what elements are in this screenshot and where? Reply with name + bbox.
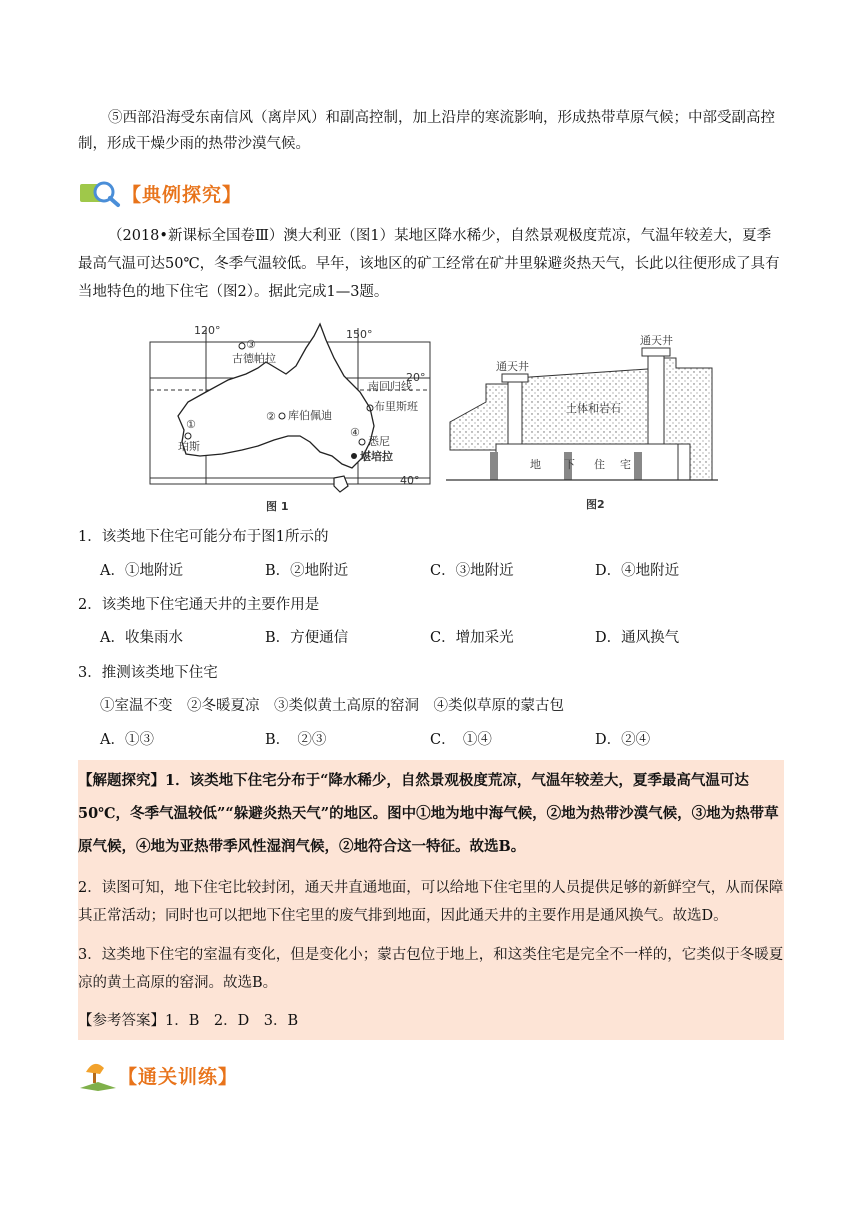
section-title: 【通关训练】	[118, 1065, 239, 1088]
svg-text:②: ②	[266, 410, 276, 423]
svg-text:120°: 120°	[194, 324, 221, 337]
section-heading-example	[78, 178, 242, 208]
svg-text:库伯佩迪: 库伯佩迪	[288, 409, 332, 422]
question-3-stem: 3．推测该类地下住宅	[78, 665, 218, 681]
option-c: C．③地附近	[430, 563, 514, 579]
figure-1-map	[148, 318, 440, 514]
svg-text:土体和岩石: 土体和岩石	[566, 402, 621, 415]
svg-text:图2: 图2	[586, 498, 605, 511]
svg-text:堪培拉: 堪培拉	[360, 450, 393, 463]
magnifier-icon	[78, 178, 122, 208]
question-2-stem: 2．该类地下住宅通天井的主要作用是	[78, 597, 320, 613]
analysis-part-3: 3．这类地下住宅的室温有变化，但是变化小；蒙古包位于地上，和这类住宅是完全不一样的，它类似于冬暖夏凉的黄土高原的窑洞。故选B。	[78, 947, 784, 991]
svg-text:通天井: 通天井	[640, 334, 673, 347]
section-heading-practice	[78, 1058, 238, 1092]
reference-answers: 【参考答案】1．B 2．D 3．B	[78, 1013, 299, 1029]
option-d: D．通风换气	[595, 630, 680, 646]
option-d: D．②④	[595, 732, 651, 748]
question-1-stem: 1．该类地下住宅可能分布于图1所示的	[78, 529, 329, 545]
analysis-part-2: 2．读图可知，地下住宅比较封闭，通天井直通地面，可以给地下住宅里的人员提供足够的新鲜空气，从而保障其正常活动；同时也可以把地下住宅里的废气排到地面，因此通天井的主要作用是通风换气。故选D。	[78, 880, 784, 924]
svg-text:悉尼: 悉尼	[368, 435, 390, 448]
option-a: A．①地附近	[100, 563, 183, 579]
question-3-statements: ①室温不变 ②冬暖夏凉 ③类似黄土高原的窑洞 ④类似草原的蒙古包	[100, 698, 564, 714]
svg-text:地: 地	[530, 458, 541, 471]
svg-text:宅: 宅	[620, 458, 631, 471]
svg-text:住: 住	[594, 458, 605, 471]
svg-text:通天井: 通天井	[496, 360, 529, 373]
svg-text:40°: 40°	[400, 474, 420, 487]
australia-outline	[178, 324, 374, 468]
option-d: D．④地附近	[595, 563, 680, 579]
figure-2-diagram	[446, 328, 722, 514]
option-b: B． ②③	[265, 732, 327, 748]
svg-text:珀斯: 珀斯	[178, 440, 200, 453]
option-c: C．增加采光	[430, 630, 514, 646]
question-3-options	[100, 727, 760, 753]
analysis-part-1: 【解题探究】1．该类地下住宅分布于“降水稀少，自然景观极度荒凉，气温年较差大，夏季最高气温可达50℃，冬季气温较低”“躲避炎热天气”的地区。图中①地为地中海气候，②地为热带沙漠气候，③地为热带草原气候，④地为亚热带季风性湿润气候，②地符合这一特征。故选B。	[78, 772, 779, 855]
svg-text:20°: 20°	[406, 371, 426, 384]
option-a: A．收集雨水	[100, 630, 183, 646]
lamp-book-icon	[78, 1058, 118, 1092]
svg-text:150°: 150°	[346, 328, 373, 341]
svg-text:图 1: 图 1	[266, 500, 289, 513]
svg-text:③: ③	[246, 338, 256, 351]
svg-text:下: 下	[564, 458, 575, 471]
section-title: 【典例探究】	[122, 183, 243, 206]
option-c: C． ①④	[430, 732, 492, 748]
question-intro: （2018•新课标全国卷Ⅲ）澳大利亚（图1）某地区降水稀少，自然景观极度荒凉，气温年较差大，夏季最高气温可达50℃，冬季气温较低。早年，该地区的矿工经常在矿井里躲避炎热天气，长此以往便形成了具有当地特色的地下住宅（图2）。据此完成1—3题。	[78, 228, 780, 300]
option-b: B．方便通信	[265, 630, 349, 646]
question-2-options	[100, 625, 760, 651]
option-b: B．②地附近	[265, 563, 349, 579]
svg-text:南回归线: 南回归线	[368, 380, 412, 393]
svg-text:古德帕拉: 古德帕拉	[232, 352, 276, 365]
question-1-options	[100, 558, 760, 584]
svg-text:④: ④	[350, 426, 360, 439]
svg-text:布里斯班: 布里斯班	[374, 400, 418, 413]
svg-text:①: ①	[186, 418, 196, 431]
intro-paragraph: ⑤西部沿海受东南信风（离岸风）和副高控制，加上沿岸的寒流影响，形成热带草原气候；中部受副高控制，形成干燥少雨的热带沙漠气候。	[78, 110, 775, 152]
option-a: A．①③	[100, 732, 154, 748]
